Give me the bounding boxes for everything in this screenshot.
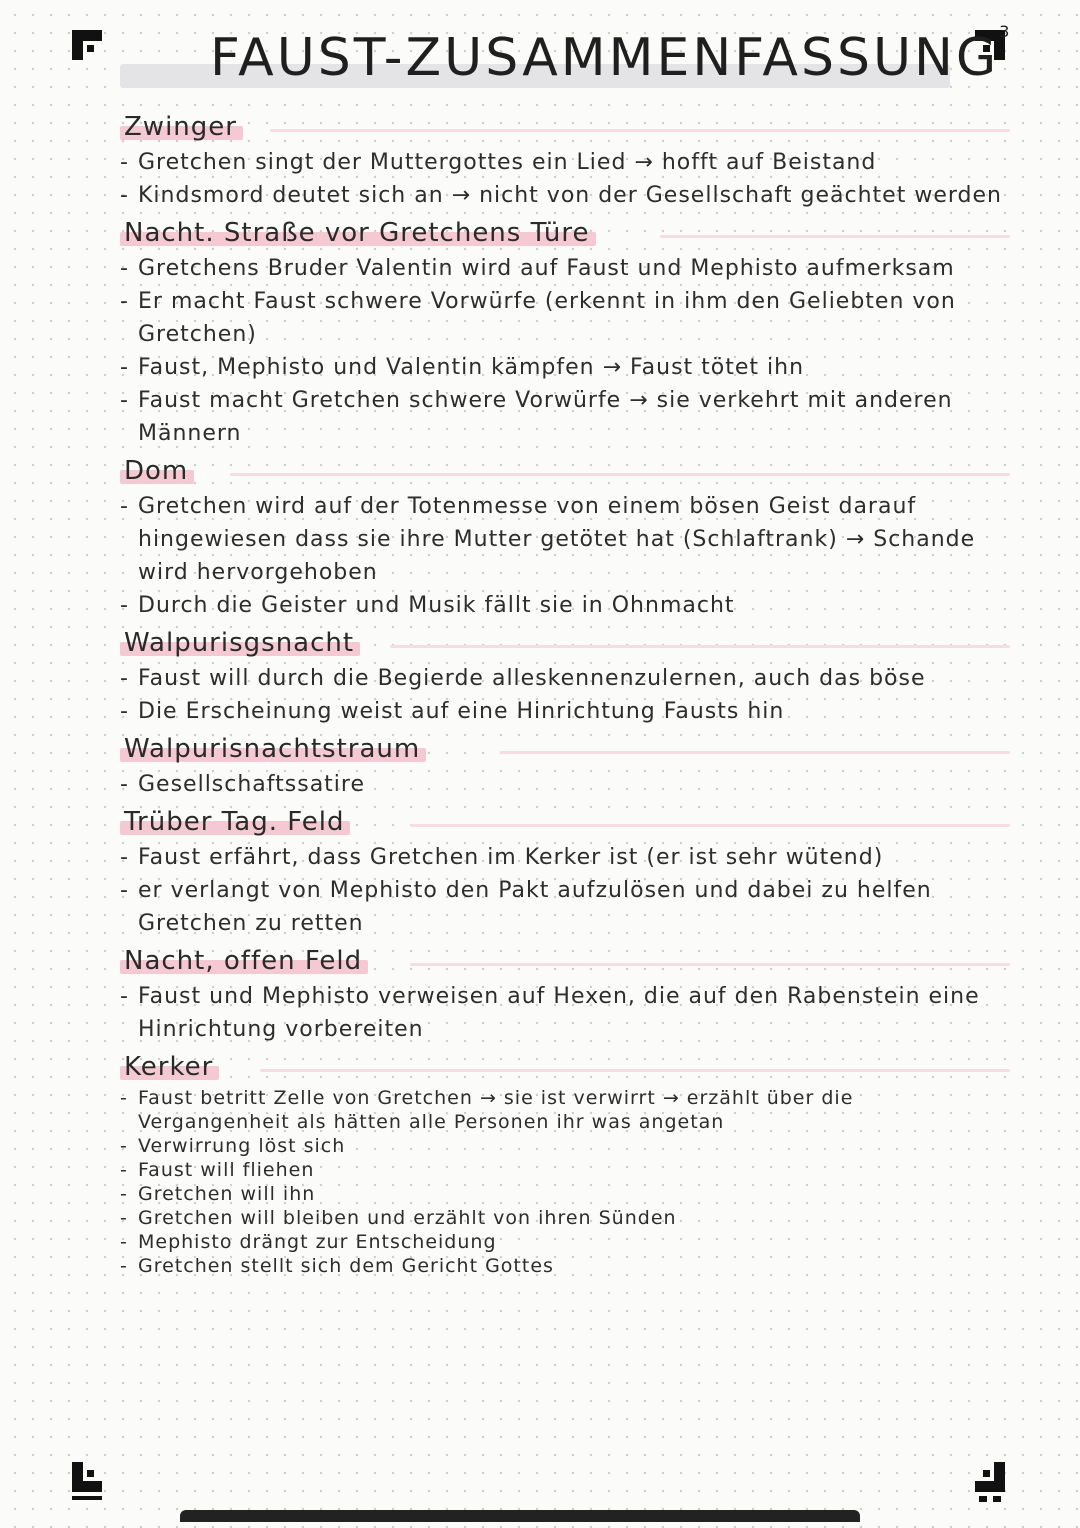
section-kerker [120, 1052, 1010, 1278]
list-item: - Faust, Mephisto und Valentin kämpfen → Faust tötet ihn [120, 351, 1010, 384]
section-heading: Dom [120, 456, 194, 486]
bullet-list [120, 980, 1010, 1046]
bullet-list [120, 252, 1010, 450]
list-item: - Faust betritt Zelle von Gretchen → sie ist verwirrt → erzählt über die Vergangenheit als hätten alle Personen ihr was angetan [120, 1086, 1010, 1134]
bullet-list [120, 662, 1010, 728]
section-heading: Walpurisnachtstraum [120, 734, 426, 764]
heading-underline [660, 235, 1010, 238]
list-item: - Faust will durch die Begierde alleskennenzulernen, auch das böse [120, 662, 1010, 695]
list-item: - Faust will fliehen [120, 1158, 1010, 1182]
heading-underline [390, 645, 1010, 648]
list-item: - Faust macht Gretchen schwere Vorwürfe → sie verkehrt mit anderen Männern [120, 384, 1010, 450]
page-title [210, 22, 1013, 88]
heading-underline [410, 963, 1010, 966]
section-heading: Nacht. Straße vor Gretchens Türe [120, 218, 596, 248]
list-item: - Die Erscheinung weist auf eine Hinrichtung Fausts hin [120, 695, 1010, 728]
bullet-list [120, 841, 1010, 940]
section-heading: Trüber Tag. Feld [120, 807, 350, 837]
section-walpurgisnacht [120, 628, 1010, 728]
summary-sections [120, 112, 1010, 1284]
title-block [120, 22, 1013, 100]
section-nacht-strasse [120, 218, 1010, 450]
list-item: - Kindsmord deutet sich an → nicht von der Gesellschaft geächtet werden [120, 179, 1010, 212]
section-zwinger [120, 112, 1010, 212]
corner-marker-top-left-icon [72, 30, 102, 60]
section-heading: Kerker [120, 1052, 219, 1082]
page-number: 3 [999, 22, 1013, 41]
list-item: - Gretchen wird auf der Totenmesse von einem bösen Geist darauf hingewiesen dass sie ihre Mutter getötet hat (Schlaftrank) → Schande wird hervorgehoben [120, 490, 1010, 589]
heading-underline [500, 751, 1010, 754]
section-heading: Nacht, offen Feld [120, 946, 368, 976]
bullet-list [120, 1086, 1010, 1278]
list-item: - Gretchen will bleiben und erzählt von ihren Sünden [120, 1206, 1010, 1230]
list-item: - Gretchens Bruder Valentin wird auf Faust und Mephisto aufmerksam [120, 252, 1010, 285]
list-item: - Gretchen stellt sich dem Gericht Gottes [120, 1254, 1010, 1278]
bullet-list [120, 490, 1010, 622]
section-dom [120, 456, 1010, 622]
corner-marker-bottom-left-icon [72, 1462, 102, 1506]
section-heading: Zwinger [120, 112, 243, 142]
list-item: - Faust und Mephisto verweisen auf Hexen, die auf den Rabenstein eine Hinrichtung vorbereiten [120, 980, 1010, 1046]
page-title-text: FAUST-ZUSAMMENFASSUNG [210, 28, 1000, 88]
heading-underline [410, 824, 1010, 827]
list-item: - Er macht Faust schwere Vorwürfe (erkennt in ihm den Geliebten von Gretchen) [120, 285, 1010, 351]
section-nacht-offen-feld [120, 946, 1010, 1046]
list-item: - Gretchen singt der Muttergottes ein Lied → hofft auf Beistand [120, 146, 1010, 179]
page-bottom-edge [180, 1510, 860, 1522]
section-trueber-tag [120, 807, 1010, 940]
corner-marker-bottom-right-icon [975, 1462, 1005, 1506]
section-heading: Walpurisgsnacht [120, 628, 360, 658]
list-item: - Mephisto drängt zur Entscheidung [120, 1230, 1010, 1254]
heading-underline [270, 129, 1010, 132]
heading-underline [260, 1069, 1010, 1072]
list-item: - er verlangt von Mephisto den Pakt aufzulösen und dabei zu helfen Gretchen zu retten [120, 874, 1010, 940]
heading-underline [230, 473, 1010, 476]
list-item: - Gesellschaftssatire [120, 768, 1010, 801]
bullet-list [120, 768, 1010, 801]
list-item: - Durch die Geister und Musik fällt sie in Ohnmacht [120, 589, 1010, 622]
list-item: - Faust erfährt, dass Gretchen im Kerker ist (er ist sehr wütend) [120, 841, 1010, 874]
list-item: - Gretchen will ihn [120, 1182, 1010, 1206]
section-walpurgisnachtstraum [120, 734, 1010, 801]
list-item: - Verwirrung löst sich [120, 1134, 1010, 1158]
bullet-list [120, 146, 1010, 212]
